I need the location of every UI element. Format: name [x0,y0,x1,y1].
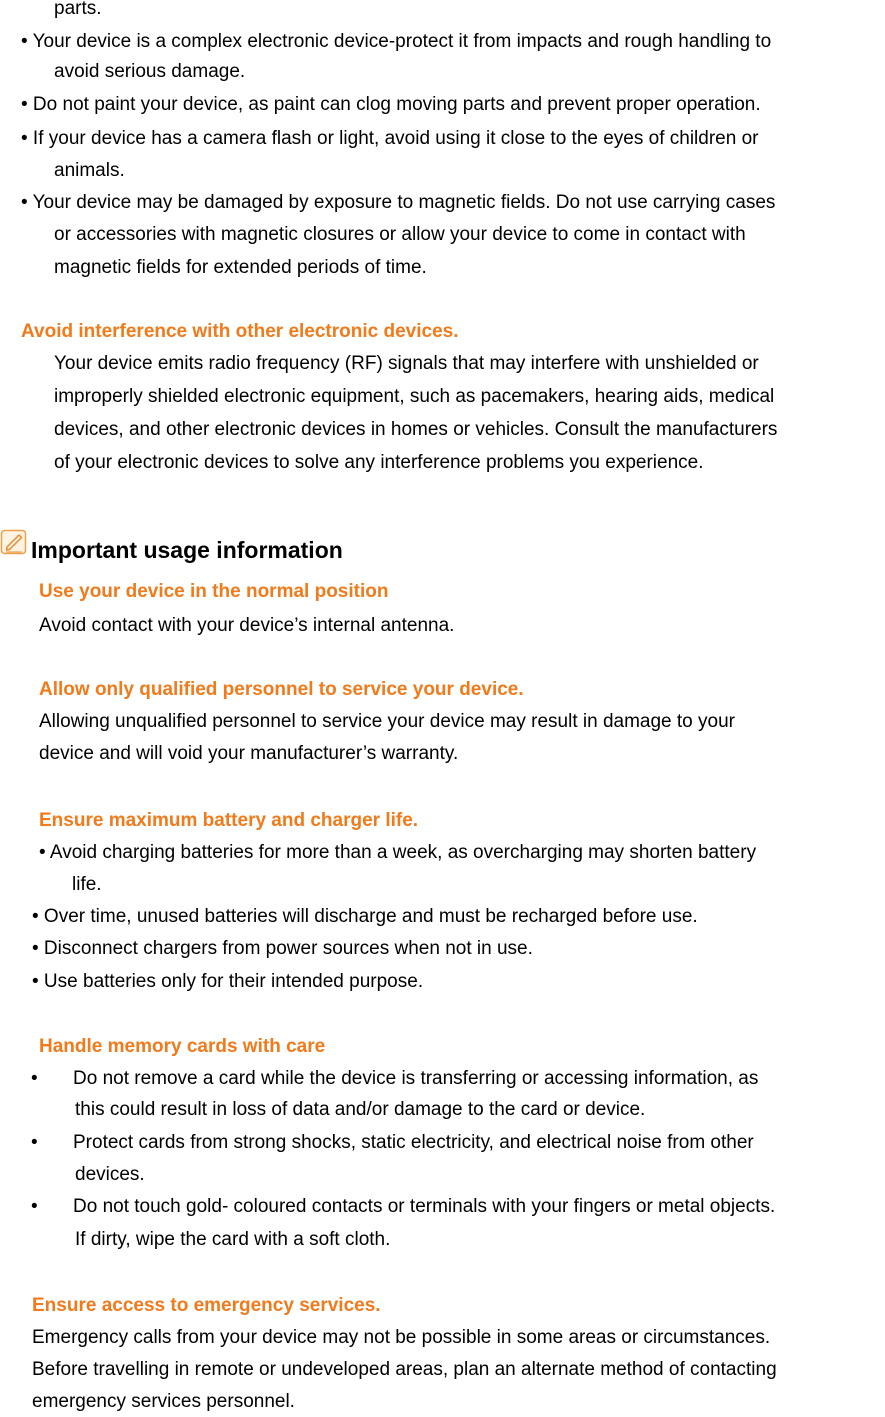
memory-item-continuation: devices. [75,1164,145,1185]
memory-item-continuation: If dirty, wipe the card with a soft cloth. [75,1229,391,1250]
note-icon [0,528,28,556]
memory-item: Do not touch gold- coloured contacts or terminals with your fingers or metal objects. [73,1196,776,1217]
interference-text: improperly shielded electronic equipment, such as pacemakers, hearing aids, medical [54,386,775,407]
battery-item-continuation: life. [72,874,102,895]
emergency-heading: Ensure access to emergency services. [32,1295,381,1316]
qualified-text: Allowing unqualified personnel to service your device may result in damage to your [39,711,735,732]
battery-item: • Use batteries only for their intended purpose. [32,971,424,992]
interference-text: devices, and other electronic devices in homes or vehicles. Consult the manufacturers [54,419,778,440]
bullet-item: • Your device may be damaged by exposure to magnetic fields. Do not use carrying cases [21,192,776,213]
interference-text: Your device emits radio frequency (RF) signals that may interfere with unshielded or [54,353,759,374]
qualified-text: device and will void your manufacturer’s warranty. [39,743,459,764]
memory-bullet: • [31,1068,38,1089]
memory-bullet: • [31,1132,38,1153]
bullet-continuation: or accessories with magnetic closures or allow your device to come in contact with [54,224,746,245]
memory-item: Do not remove a card while the device is transferring or accessing information, as [73,1068,759,1089]
memory-heading: Handle memory cards with care [39,1036,326,1057]
battery-item: • Over time, unused batteries will discharge and must be recharged before use. [32,906,698,927]
interference-heading: Avoid interference with other electronic devices. [21,321,459,342]
memory-item-continuation: this could result in loss of data and/or damage to the card or device. [75,1099,646,1120]
memory-item: Protect cards from strong shocks, static electricity, and electrical noise from other [73,1132,754,1153]
bullet-continuation: magnetic fields for extended periods of time. [54,257,427,278]
section-title: Important usage information [31,537,343,563]
emergency-text: emergency services personnel. [32,1391,295,1412]
battery-item: • Avoid charging batteries for more than a week, as overcharging may shorten battery [39,842,757,863]
bullet-continuation: parts. [54,0,102,19]
normal-position-heading: Use your device in the normal position [39,581,389,602]
qualified-heading: Allow only qualified personnel to service your device. [39,679,524,700]
emergency-text: Emergency calls from your device may not be possible in some areas or circumstances. [32,1327,771,1348]
battery-item: • Disconnect chargers from power sources when not in use. [32,938,533,959]
bullet-continuation: avoid serious damage. [54,61,246,82]
bullet-item: • Your device is a complex electronic device-protect it from impacts and rough handling to [21,31,772,52]
memory-bullet: • [31,1196,38,1217]
battery-heading: Ensure maximum battery and charger life. [39,810,419,831]
emergency-text: Before travelling in remote or undeveloped areas, plan an alternate method of contacting [32,1359,777,1380]
bullet-continuation: animals. [54,160,125,181]
bullet-item: • If your device has a camera flash or light, avoid using it close to the eyes of children or [21,128,759,149]
bullet-item: • Do not paint your device, as paint can clog moving parts and prevent proper operation. [21,94,761,115]
normal-position-text: Avoid contact with your device’s internal antenna. [39,615,455,636]
interference-text: of your electronic devices to solve any interference problems you experience. [54,452,704,473]
